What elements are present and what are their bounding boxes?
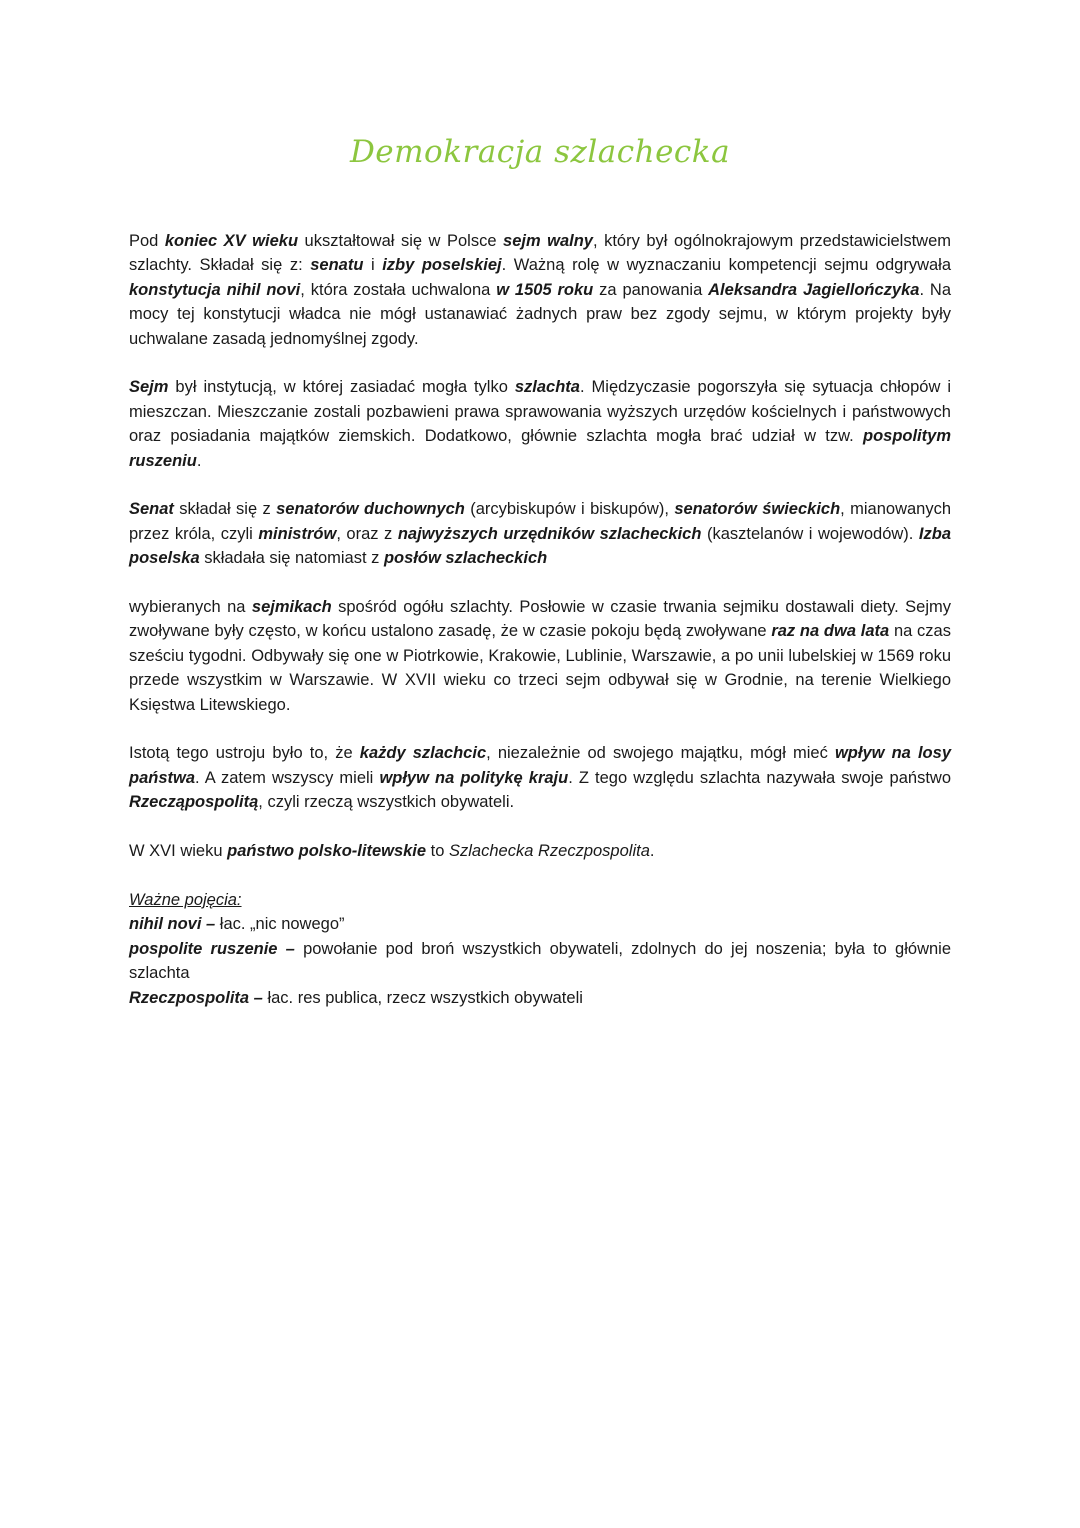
text-run: składała się natomiast z (199, 549, 384, 568)
emphasis-term: sejmikach (251, 598, 332, 617)
paragraph-xvi-wiek (129, 839, 951, 863)
emphasis-term: każdy szlachcic (359, 744, 487, 763)
paragraph-sejm-walny (129, 229, 951, 351)
emphasis-term: państwo polsko-litewskie (227, 842, 427, 861)
emphasis-term: Aleksandra Jagiellończyka (708, 280, 920, 299)
emphasis-term: raz na dwa lata (771, 622, 890, 641)
emphasis-term: ministrów (258, 524, 337, 543)
text-run: ukształtował się w Polsce (298, 232, 504, 250)
glossary-item (129, 986, 951, 1010)
text-run: Pod (129, 232, 165, 250)
emphasis-term: wpływ na politykę kraju (379, 768, 569, 787)
emphasis-term: szlachta (514, 378, 580, 397)
emphasis-term: sejm walny (503, 232, 593, 250)
text-run: . Na mocy tej konstytucji władca nie mógł ustanawiać żadnych praw bez zgody sejmu, w którym projekty były uchwalane zasadą jednomyślnej zgody. (129, 280, 952, 348)
text-run: (arcybiskupów i biskupów), (464, 500, 675, 519)
text-run: . Ważną rolę w wyznaczaniu kompetencji sejmu odgrywała (501, 256, 952, 275)
emphasis-term: Rzecząpospolitą (129, 793, 259, 812)
emphasis-term: najwyższych urzędników szlacheckich (397, 524, 702, 543)
paragraph-sejmiki (129, 595, 951, 717)
emphasis-term: izby poselskiej (382, 256, 502, 275)
text-run: , niezależnie od swojego majątku, mógł mieć (486, 744, 835, 763)
text-run: składał się z (173, 500, 277, 519)
text-run: . A zatem wszyscy mieli (195, 768, 380, 787)
text-run: . Międzyczasie pogorszyła się sytuacja chłopów i mieszczan. Mieszczanie zostali pozbawieni prawa sprawowania wyższych urzędów kościelnych i państwowych oraz posiadania majątków ziemskich. Dodatkowo, głównie szlachta mogła brać udział w tzw. (129, 378, 951, 446)
emphasis-term: senatorów świeckich (674, 500, 841, 519)
document-body (129, 229, 951, 1010)
paragraph-sejm-szlachta (129, 375, 951, 473)
emphasis-term: posłów szlacheckich (383, 549, 548, 568)
emphasis-term: konstytucja nihil novi (129, 280, 301, 299)
glossary-list (129, 912, 951, 1010)
emphasis-term: Rzeczpospolita – (129, 988, 263, 1007)
text-run: to (426, 842, 450, 861)
paragraph-senat (129, 497, 951, 570)
text-run: był instytucją, w której zasiadać mogła tylko (168, 378, 515, 397)
text-run: za panowania (593, 280, 709, 299)
text-run: . (196, 451, 202, 470)
text-run: W XVI wieku (129, 842, 228, 861)
text-run: , mianowanych przez króla, czyli (129, 500, 952, 543)
text-run: i (363, 256, 383, 275)
text-run: łac. „nic nowego” (215, 915, 345, 934)
emphasis-term: nihil novi – (129, 915, 216, 934)
text-run: spośród ogółu szlachty. Posłowie w czasie trwania sejmiku dostawali diety. Sejmy zwoływane były często, w końcu ustalono zasadę, że w czasie pokoju będą zwoływane (129, 598, 952, 641)
emphasis-term: wpływ na losy państwa (129, 744, 951, 787)
glossary-item (129, 912, 951, 936)
emphasis-term: pospolite ruszenie – (129, 939, 295, 958)
emphasis-term: Izba poselska (129, 524, 951, 568)
text-run: , czyli rzeczą wszystkich obywateli. (258, 793, 515, 812)
emphasis-term: pospolitym ruszeniu (129, 427, 951, 470)
emphasis-term: senatorów duchownych (276, 500, 465, 519)
italic-text: Szlachecka Rzeczpospolita (449, 842, 650, 861)
glossary-heading: Ważne pojęcia: (129, 890, 242, 909)
emphasis-term: Senat (129, 500, 174, 519)
emphasis-term: senatu (310, 256, 364, 275)
text-run: łac. res publica, rzecz wszystkich obywateli (262, 988, 583, 1007)
glossary-item (129, 937, 951, 986)
emphasis-term: koniec XV wieku (164, 232, 299, 250)
emphasis-term: w 1505 roku (496, 280, 594, 299)
text-run: . Z tego względu szlachta nazywała swoje państwo (568, 768, 951, 787)
paragraph-istota-ustroju (129, 741, 951, 814)
text-run: , który był ogólnokrajowym przedstawicielstwem szlachty. Składał się z: (129, 232, 951, 275)
document-title: Demokracja szlachecka (349, 134, 731, 170)
text-run: powołanie pod broń wszystkich obywateli, zdolnych do jej noszenia; była to głównie szlachta (129, 939, 952, 983)
text-run: wybieranych na (129, 598, 252, 617)
text-run: na czas sześciu tygodni. Odbywały się one w Piotrkowie, Krakowie, Lublinie, Warszawie, a po unii lubelskiej w 1569 roku przede wszystkim w Warszawie. W XVII wieku co trzeci sejm odbywał się w Grodnie, na terenie Wielkiego Księstwa Litewskiego. (129, 622, 951, 714)
text-run: (kasztelanów i wojewodów). (701, 524, 919, 543)
text-run: Istotą tego ustroju było to, że (129, 744, 360, 763)
text-run: , która została uchwalona (300, 280, 497, 299)
text-run: . (649, 842, 655, 861)
text-run: , oraz z (336, 524, 398, 543)
emphasis-term: Sejm (129, 378, 169, 397)
